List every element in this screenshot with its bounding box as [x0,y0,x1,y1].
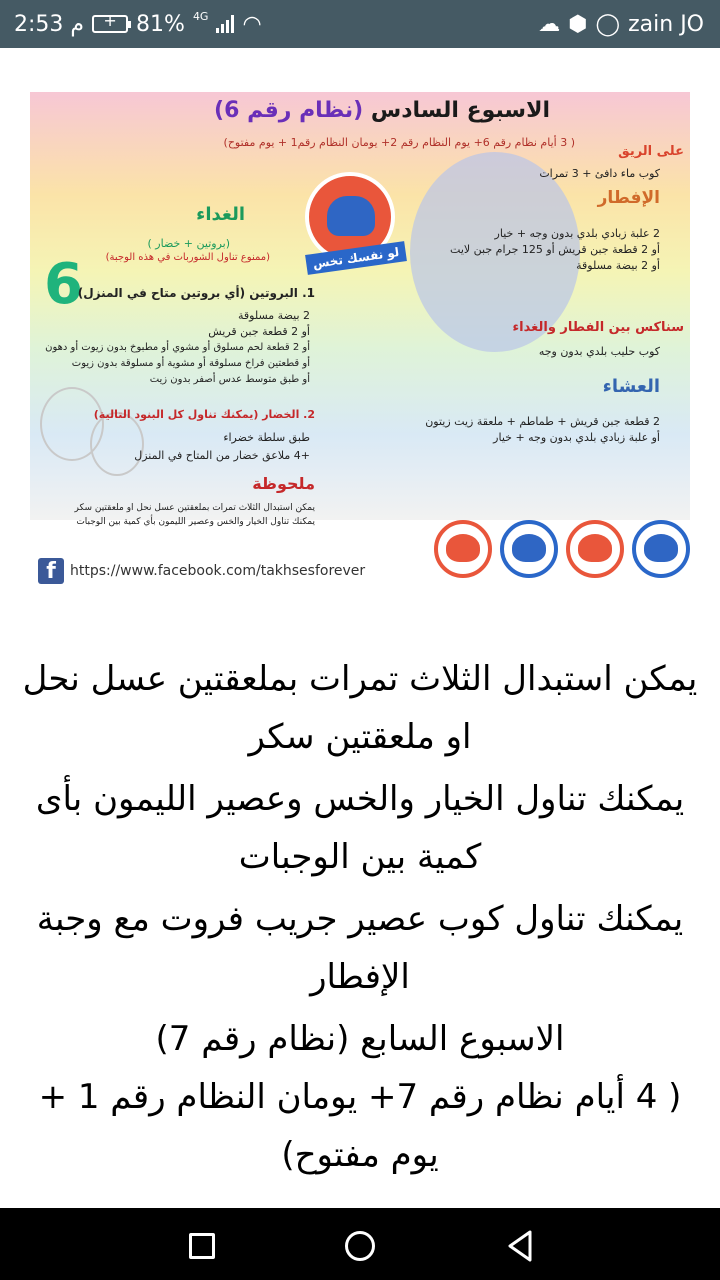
android-icon: ⬢ [568,11,588,37]
week-number: 6 [44,252,83,317]
dinner-line: أو علبة زبادي بلدي بدون وجه + خيار [493,431,660,444]
battery-icon: + [92,15,128,33]
carrier-name: zain JO [628,11,704,37]
facebook-url: https://www.facebook.com/takhsesforever [70,563,366,579]
note-line: يمكنك تناول الخيار والخس وعصير الليمون بأي كمية بين الوجبات [76,517,315,527]
brand-logos-strip [430,520,690,590]
back-button[interactable] [500,1226,540,1266]
whatsapp-icon: ◯ [595,11,621,37]
status-bar [0,0,720,48]
brand-logo-icon [500,520,558,578]
veg-heading: 2. الخضار (يمكنك تناول كل البنود التالية) [93,408,315,421]
wake-text: كوب ماء دافئ + 3 تمرات [539,167,660,180]
breakfast-line: أو 2 قطعة جبن قريش أو 125 جرام جبن لايت [450,243,660,256]
brand-logo-icon [566,520,624,578]
breakfast-line: أو 2 بيضة مسلوقة [576,259,660,272]
protein-line: أو قطعتين فراخ مسلوقة أو مشوية أو مسلوقة بدون زيوت [71,358,310,369]
veg-line: +4 ملاعق خضار من المتاح في المنزل [134,449,310,462]
note-heading: ملحوظة [252,474,315,493]
wake-heading: على الريق [618,144,684,159]
recents-button[interactable] [182,1226,222,1266]
article-paragraph: يمكن استبدال الثلاث تمرات بملعقتين عسل نحل او ملعقتين سكر [22,659,698,757]
protein-line: أو طبق متوسط عدس أصفر بدون زيت [149,374,310,385]
facebook-link[interactable] [38,558,365,584]
dinner-line: 2 قطعة جبن قريش + طماطم + ملعقة زيت زيتون [425,415,660,428]
breakfast-heading: الإفطار [597,188,660,208]
veg-line: طبق سلطة خضراء [223,431,310,444]
signal-icon [216,15,234,33]
status-right [538,0,704,48]
illustration-sketch [90,412,144,476]
article-paragraph: الاسبوع السابع (نظام رقم 7) [155,1019,565,1059]
dinner-heading: العشاء [602,376,660,397]
article-paragraph: ( 4 أيام نظام رقم 7+ يومان النظام رقم 1 + يوم مفتوح) [38,1077,682,1175]
protein-line: 2 بيضة مسلوقة [238,309,310,322]
facebook-icon: f [38,558,64,584]
lunch-sub: (بروتين + خضار ) [147,237,230,250]
note-line: يمكن استبدال الثلاث تمرات بملعقتين عسل نحل او ملعقتين سكر [74,503,315,513]
brand-logo-caption: لو نفسك تخس [305,241,407,275]
article-body [20,650,700,1184]
snack-text: كوب حليب بلدي بدون وجه [538,345,660,358]
protein-line: أو 2 قطعة جبن قريش [208,325,310,338]
status-left [14,0,262,48]
network-type: 4G [192,10,209,23]
article-paragraph: يمكنك تناول الخيار والخس وعصير الليمون بأى كمية بين الوجبات [35,779,685,877]
infographic-title: الاسبوع السادس (نظام رقم 6) [214,98,550,123]
lunch-heading: الغداء [196,204,245,225]
back-triangle-icon [500,1226,540,1266]
cloud-icon: ☁ [538,11,561,37]
breakfast-line: 2 علبة زبادي بلدي بدون وجه + خيار [494,227,660,240]
lunch-note: (ممنوع تناول الشوربات في هذه الوجبة) [105,252,270,263]
brand-logo-icon [434,520,492,578]
square-icon [189,1233,215,1259]
navigation-bar [0,1208,720,1280]
protein-line: أو 2 قطعة لحم مسلوق أو مشوي أو مطبوخ بدون زيوت أو دهون [45,342,310,353]
battery-percent: 81% [136,11,185,37]
clock: 2:53 م [14,11,85,37]
article-paragraph: يمكنك تناول كوب عصير جريب فروت مع وجبة الإفطار [36,899,684,997]
wifi-icon: ◠ [242,11,262,37]
snack-heading: سناكس بين الفطار والغداء [512,320,684,335]
infographic-subtitle: ( 3 أيام نظام رقم 6+ يوم النظام رقم 2+ يومان النظام رقم1 + يوم مفتوح) [223,136,575,149]
diet-plan-image[interactable] [30,92,690,527]
circle-icon [345,1231,375,1261]
brand-logo-icon [632,520,690,578]
protein-heading: 1. البروتين (أي بروتين متاح في المنزل) [77,286,315,300]
home-button[interactable] [340,1226,380,1266]
